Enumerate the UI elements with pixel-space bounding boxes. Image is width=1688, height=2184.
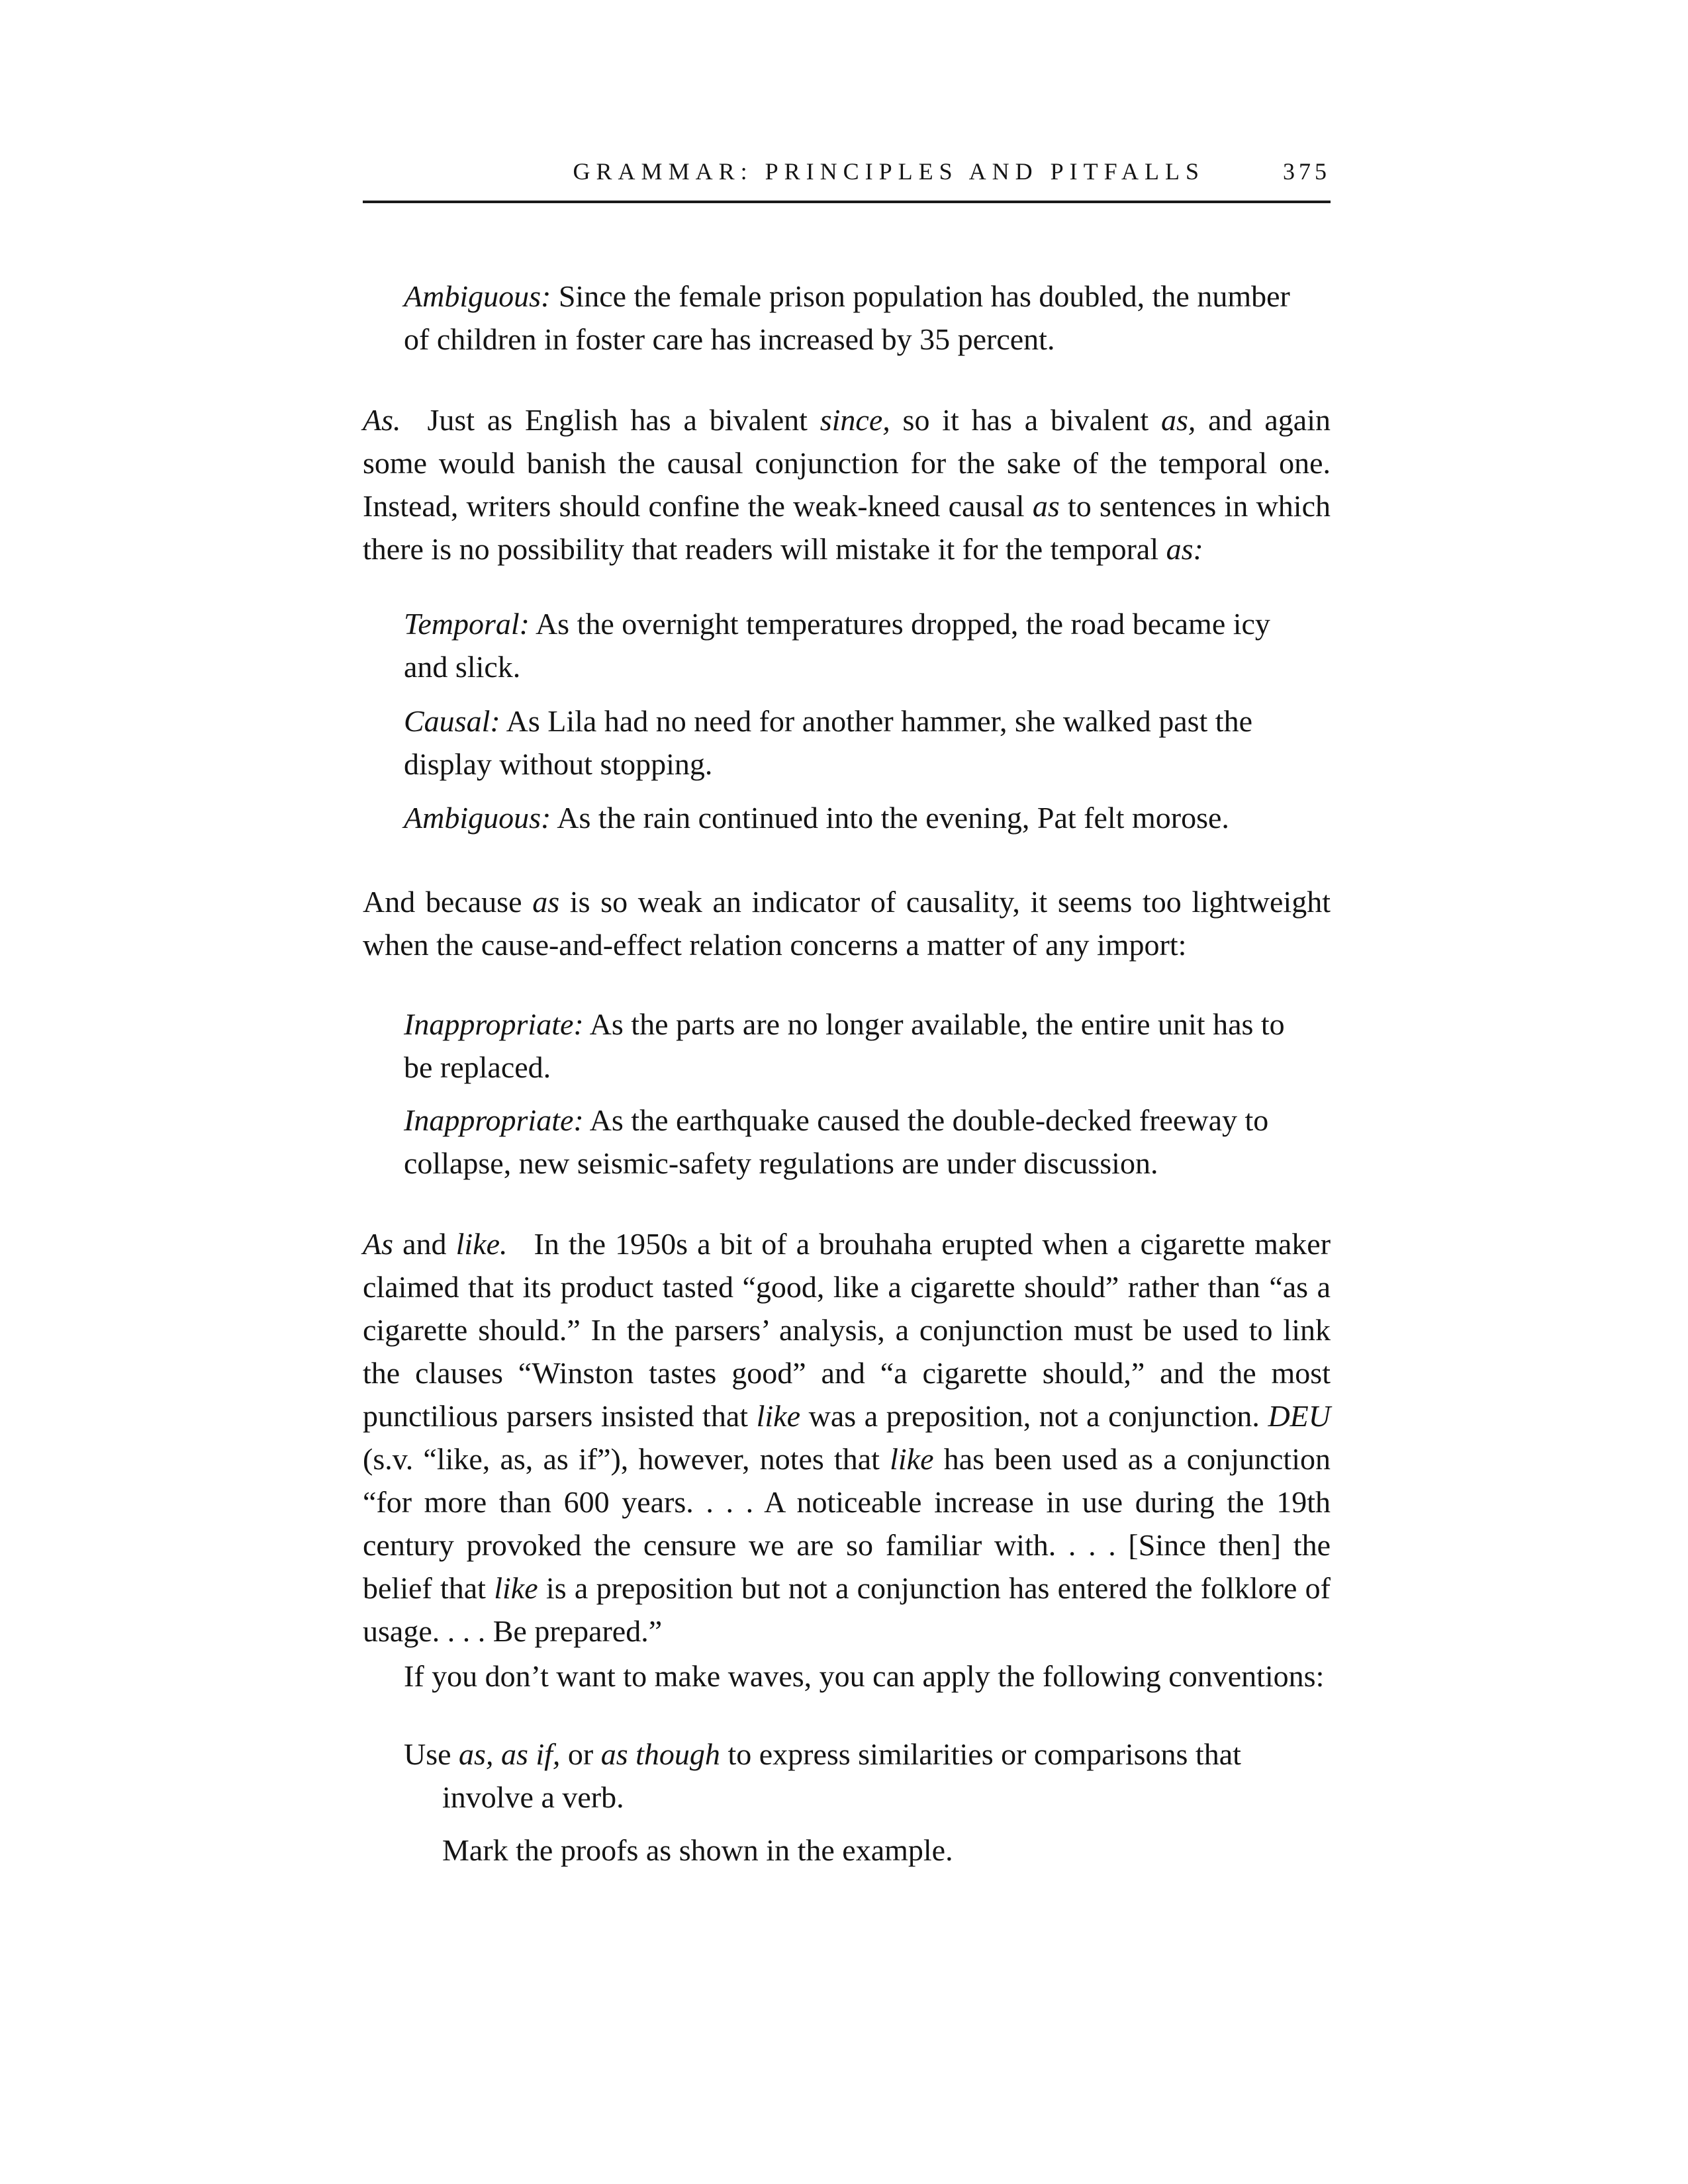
conventions-intro: If you don’t want to make waves, you can apply the following conventions: <box>404 1659 1325 1693</box>
example-since-ambiguous <box>404 275 1317 361</box>
example-text: As the earthquake caused the double-decked freeway to collapse, new seismic-safety regulations are under discussion. <box>404 1103 1269 1180</box>
entry-heading: As <box>363 1227 393 1261</box>
example-as-ambiguous <box>404 796 1317 839</box>
as-and-like-paragraph: As and like. In the 1950s a bit of a brouhaha erupted when a cigarette maker claimed that its product tasted “good, like a cigarette should” rather than “as a cigarette should.” In the parsers’ analysis, a conjunction must be used to link the clauses “Winston tastes good” and “a cigarette should,” and the most punctilious parsers insisted that like was a preposition, not a conjunction. DEU (s.v. “like, as, as if”), however, notes that like has been used as a conjunction “for more than 600 years. . . . A noticeable increase in use during the 19th century provoked the censure we are so familiar with. . . . [Since then] the belief that like is a preposition but not a conjunction has entered the folklore of usage. . . . Be prepared.” <box>363 1227 1331 1648</box>
example-label: Ambiguous: <box>404 801 551 835</box>
because-paragraph: And because as is so weak an indicator of causality, it seems too lightweight when the cause-and-effect relation concerns a matter of any import: <box>363 885 1331 962</box>
entry-heading: As. <box>363 403 401 437</box>
example-label: Inappropriate: <box>404 1103 584 1137</box>
page-number: 375 <box>1283 158 1331 185</box>
example-causal <box>404 700 1317 786</box>
convention-1: Use as, as if, or as though to express similarities or comparisons that involve a verb. <box>404 1737 1241 1814</box>
convention-1-subitem: Mark the proofs as shown in the example. <box>442 1833 953 1867</box>
example-text: Since the female prison population has doubled, the number of children in foster care has increased by 35 percent. <box>404 279 1290 356</box>
header-rule <box>363 201 1331 203</box>
example-temporal <box>404 602 1317 688</box>
running-title: GRAMMAR: PRINCIPLES AND PITFALLS <box>573 158 1205 185</box>
running-head <box>363 158 1331 191</box>
example-text: As Lila had no need for another hammer, she walked past the display without stopping. <box>404 704 1252 781</box>
example-label: Temporal: <box>404 607 530 641</box>
example-text: As the rain continued into the evening, Pat felt morose. <box>551 801 1229 835</box>
example-label: Inappropriate: <box>404 1007 584 1041</box>
example-label: Causal: <box>404 704 500 738</box>
example-inappropriate-2 <box>404 1099 1317 1185</box>
example-inappropriate-1 <box>404 1003 1317 1089</box>
example-text: As the parts are no longer available, the entire unit has to be replaced. <box>404 1007 1285 1084</box>
example-text: As the overnight temperatures dropped, the road became icy and slick. <box>404 607 1270 684</box>
example-label: Ambiguous: <box>404 279 551 313</box>
as-section-paragraph: As. Just as English has a bivalent since, so it has a bivalent as, and again some would banish the causal conjunction for the sake of the temporal one. Instead, writers should confine the weak-kneed causal as to sentences in which there is no possibility that readers will mistake it for the temporal as: <box>363 403 1331 566</box>
